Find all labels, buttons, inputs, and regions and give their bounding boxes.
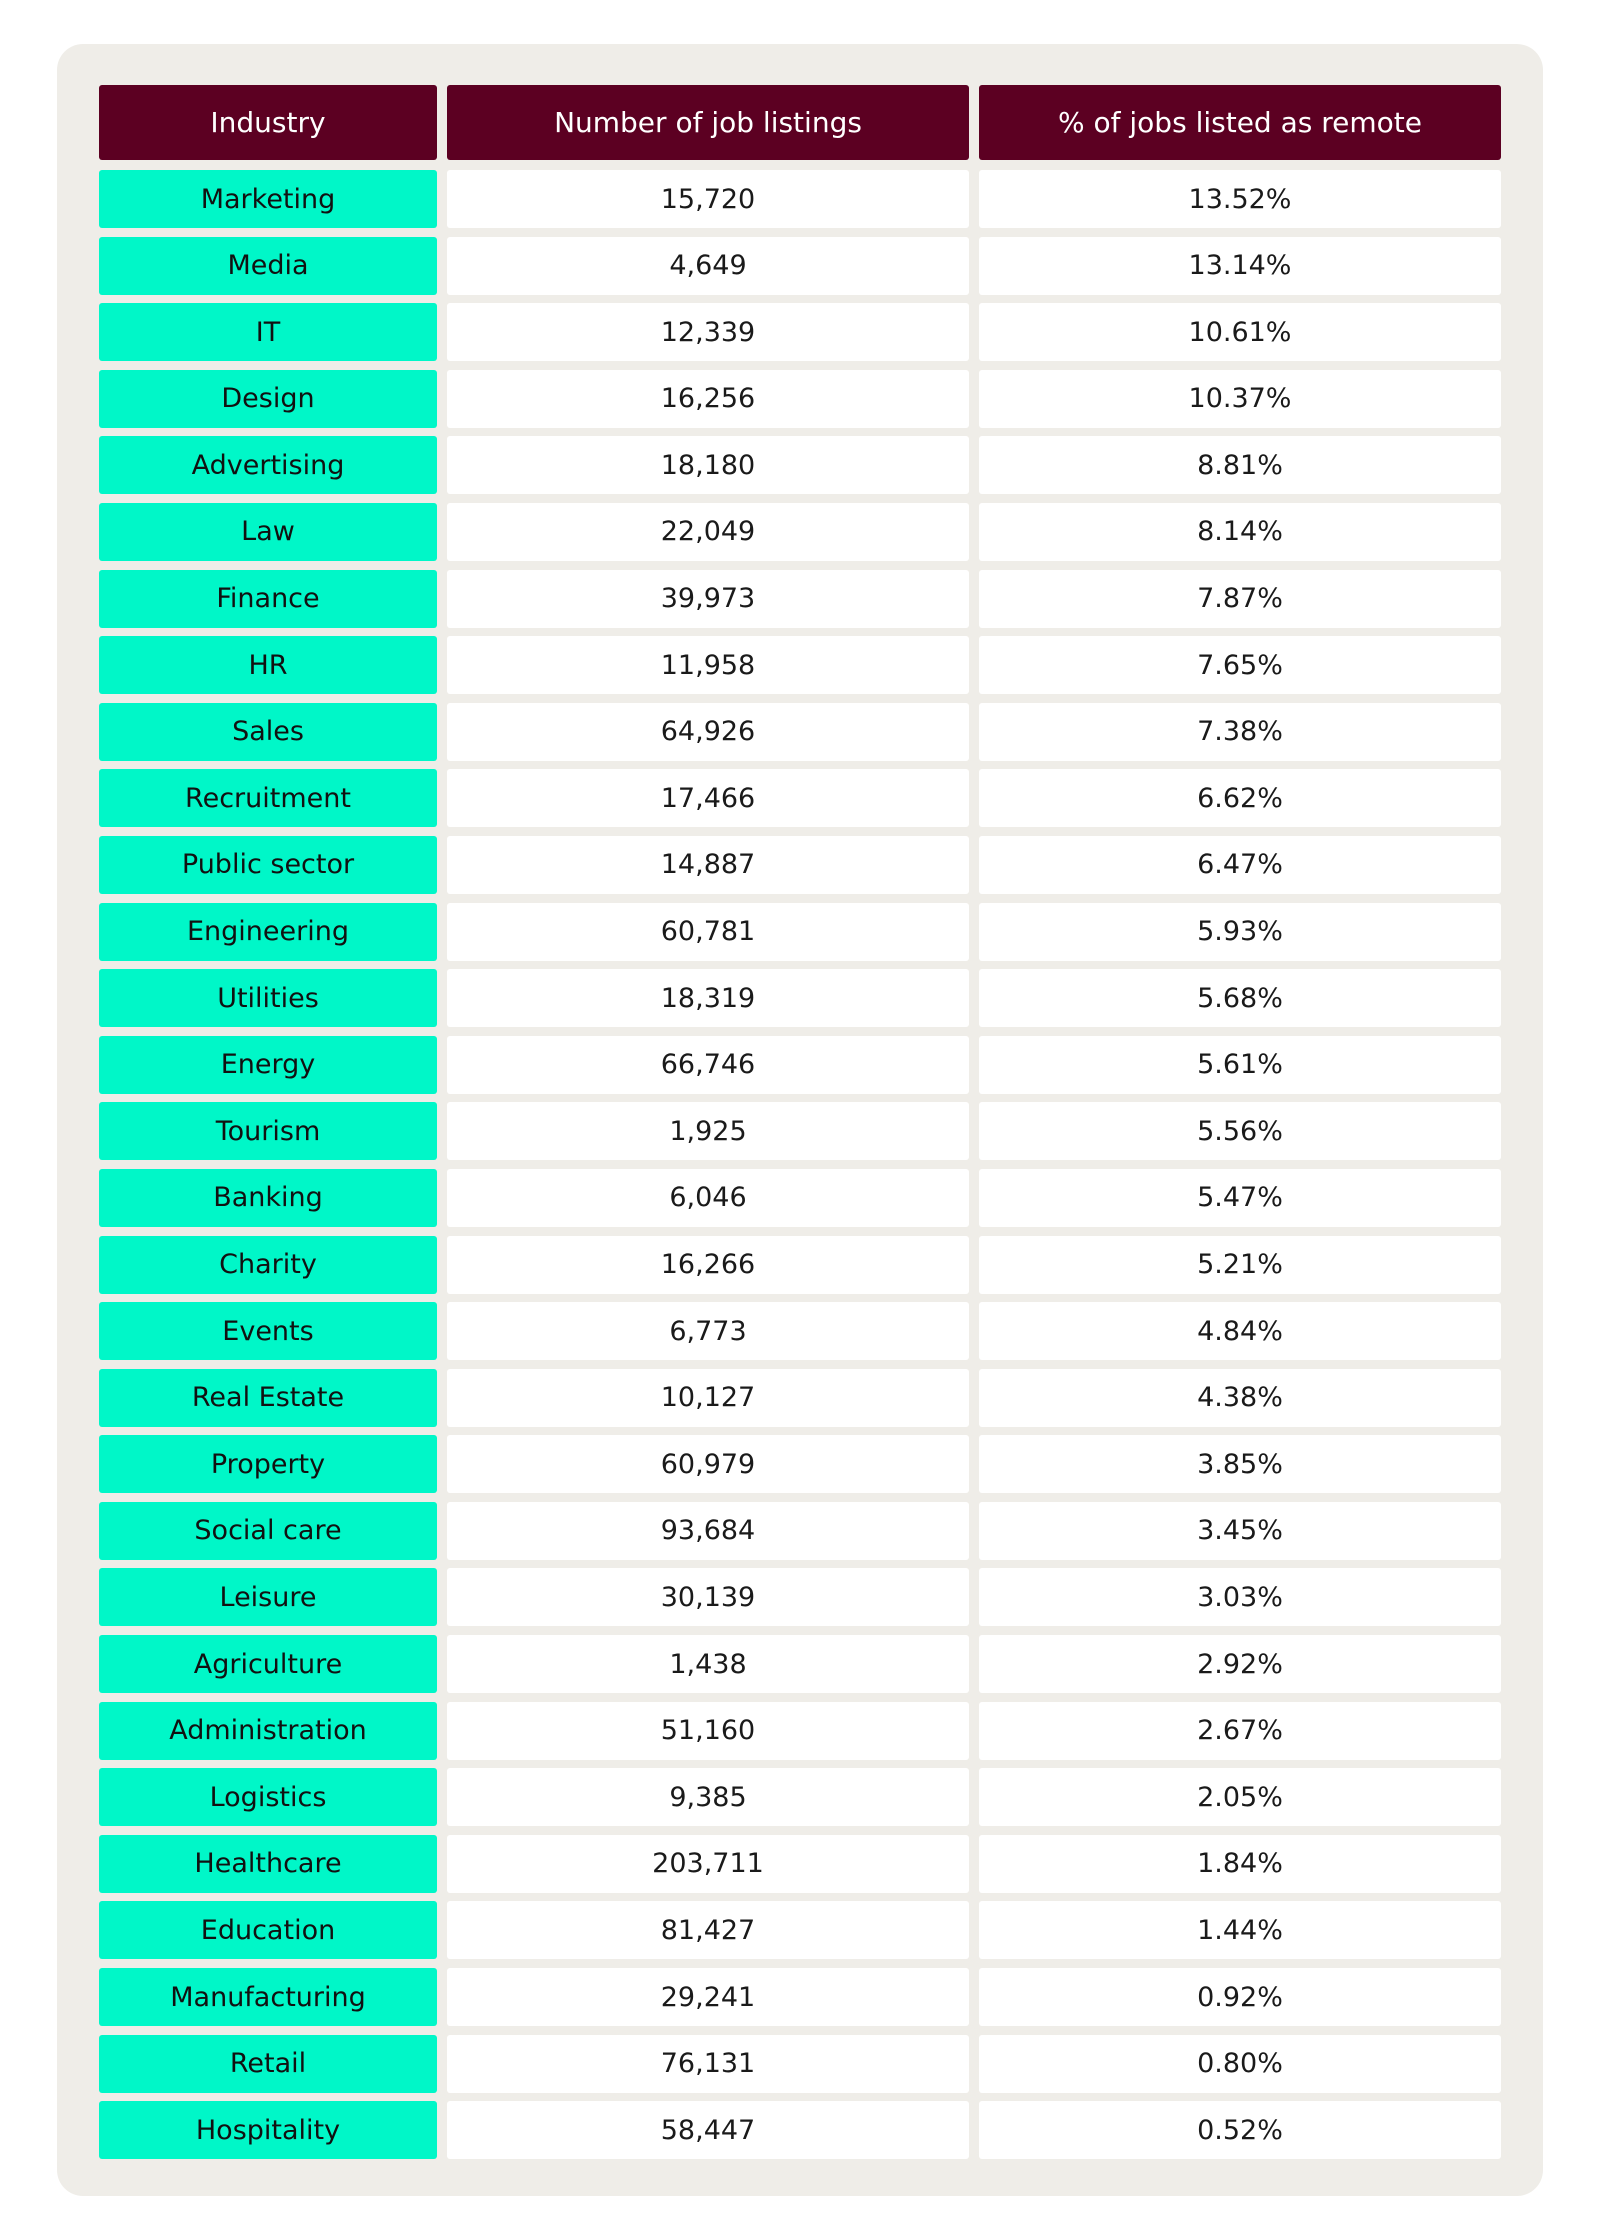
table-row [99,2035,1501,2093]
remote-percent-cell: 3.03% [979,1568,1501,1626]
job-listings-cell: 1,925 [447,1102,969,1160]
remote-percent-cell: 7.38% [979,703,1501,761]
table-row [99,1169,1501,1227]
industry-cell: Sales [99,703,437,761]
table-row [99,1968,1501,2026]
remote-percent-cell: 7.87% [979,570,1501,628]
table-row [99,503,1501,561]
industry-cell: Advertising [99,436,437,494]
table-row [99,1036,1501,1094]
remote-percent-cell: 1.84% [979,1835,1501,1893]
job-listings-cell: 9,385 [447,1768,969,1826]
industry-cell: Logistics [99,1768,437,1826]
table-row [99,703,1501,761]
table-row [99,1236,1501,1294]
job-listings-cell: 11,958 [447,636,969,694]
job-listings-cell: 16,266 [447,1236,969,1294]
job-listings-cell: 1,438 [447,1635,969,1693]
industry-cell: Retail [99,2035,437,2093]
table-row [99,303,1501,361]
remote-percent-cell: 5.56% [979,1102,1501,1160]
remote-percent-cell: 0.92% [979,1968,1501,2026]
job-listings-cell: 6,773 [447,1302,969,1360]
table-row [99,769,1501,827]
job-listings-cell: 66,746 [447,1036,969,1094]
table-row [99,1702,1501,1760]
remote-percent-cell: 13.52% [979,170,1501,228]
table-row [99,370,1501,428]
industry-cell: Healthcare [99,1835,437,1893]
industry-cell: IT [99,303,437,361]
industry-cell: Administration [99,1702,437,1760]
remote-percent-cell: 6.62% [979,769,1501,827]
table-row [99,903,1501,961]
job-listings-cell: 76,131 [447,2035,969,2093]
remote-percent-cell: 2.05% [979,1768,1501,1826]
industry-cell: Law [99,503,437,561]
job-listings-cell: 29,241 [447,1968,969,2026]
industry-cell: Social care [99,1502,437,1560]
remote-percent-cell: 5.21% [979,1236,1501,1294]
table-row [99,1302,1501,1360]
remote-percent-cell: 2.92% [979,1635,1501,1693]
job-listings-cell: 58,447 [447,2101,969,2159]
job-listings-cell: 30,139 [447,1568,969,1626]
industry-cell: Property [99,1435,437,1493]
job-listings-cell: 64,926 [447,703,969,761]
industry-cell: Media [99,237,437,295]
job-listings-cell: 10,127 [447,1369,969,1427]
remote-percent-cell: 13.14% [979,237,1501,295]
job-listings-cell: 18,319 [447,969,969,1027]
job-listings-cell: 15,720 [447,170,969,228]
job-listings-cell: 39,973 [447,570,969,628]
table-row [99,1901,1501,1959]
remote-percent-cell: 10.61% [979,303,1501,361]
remote-jobs-table [99,85,1501,2168]
remote-percent-cell: 4.84% [979,1302,1501,1360]
remote-percent-cell: 7.65% [979,636,1501,694]
remote-percent-cell: 1.44% [979,1901,1501,1959]
table-body [99,170,1501,2159]
industry-cell: Energy [99,1036,437,1094]
remote-percent-cell: 8.81% [979,436,1501,494]
remote-percent-cell: 6.47% [979,836,1501,894]
industry-cell: Manufacturing [99,1968,437,2026]
job-listings-cell: 93,684 [447,1502,969,1560]
table-row [99,170,1501,228]
job-listings-cell: 18,180 [447,436,969,494]
table-row [99,1568,1501,1626]
industry-cell: Leisure [99,1568,437,1626]
job-listings-cell: 6,046 [447,1169,969,1227]
industry-cell: Utilities [99,969,437,1027]
remote-percent-cell: 8.14% [979,503,1501,561]
job-listings-cell: 203,711 [447,1835,969,1893]
industry-cell: Marketing [99,170,437,228]
table-row [99,836,1501,894]
industry-cell: Agriculture [99,1635,437,1693]
table-row [99,1635,1501,1693]
industry-cell: Tourism [99,1102,437,1160]
remote-percent-cell: 5.61% [979,1036,1501,1094]
remote-percent-cell: 3.85% [979,1435,1501,1493]
industry-cell: Education [99,1901,437,1959]
job-listings-cell: 60,979 [447,1435,969,1493]
industry-cell: Banking [99,1169,437,1227]
job-listings-cell: 16,256 [447,370,969,428]
remote-percent-cell: 2.67% [979,1702,1501,1760]
remote-percent-cell: 0.80% [979,2035,1501,2093]
remote-percent-cell: 3.45% [979,1502,1501,1560]
industry-cell: HR [99,636,437,694]
remote-percent-cell: 4.38% [979,1369,1501,1427]
remote-percent-cell: 5.93% [979,903,1501,961]
industry-cell: Real Estate [99,1369,437,1427]
job-listings-cell: 17,466 [447,769,969,827]
table-row [99,570,1501,628]
job-listings-cell: 60,781 [447,903,969,961]
remote-percent-cell: 5.68% [979,969,1501,1027]
remote-percent-cell: 5.47% [979,1169,1501,1227]
industry-cell: Engineering [99,903,437,961]
table-row [99,436,1501,494]
table-row [99,969,1501,1027]
header-number-of-job-listings: Number of job listings [447,85,969,160]
remote-percent-cell: 10.37% [979,370,1501,428]
table-row [99,1369,1501,1427]
remote-percent-cell: 0.52% [979,2101,1501,2159]
table-header-row [99,85,1501,160]
industry-cell: Hospitality [99,2101,437,2159]
industry-cell: Charity [99,1236,437,1294]
table-row [99,1102,1501,1160]
industry-cell: Design [99,370,437,428]
header-industry: Industry [99,85,437,160]
job-listings-cell: 51,160 [447,1702,969,1760]
table-row [99,1835,1501,1893]
table-row [99,237,1501,295]
table-row [99,636,1501,694]
job-listings-cell: 14,887 [447,836,969,894]
table-row [99,1768,1501,1826]
header-percent-remote: % of jobs listed as remote [979,85,1501,160]
job-listings-cell: 81,427 [447,1901,969,1959]
job-listings-cell: 12,339 [447,303,969,361]
job-listings-cell: 22,049 [447,503,969,561]
industry-cell: Public sector [99,836,437,894]
job-listings-cell: 4,649 [447,237,969,295]
industry-cell: Recruitment [99,769,437,827]
table-row [99,2101,1501,2159]
table-row [99,1435,1501,1493]
table-row [99,1502,1501,1560]
industry-cell: Events [99,1302,437,1360]
industry-cell: Finance [99,570,437,628]
